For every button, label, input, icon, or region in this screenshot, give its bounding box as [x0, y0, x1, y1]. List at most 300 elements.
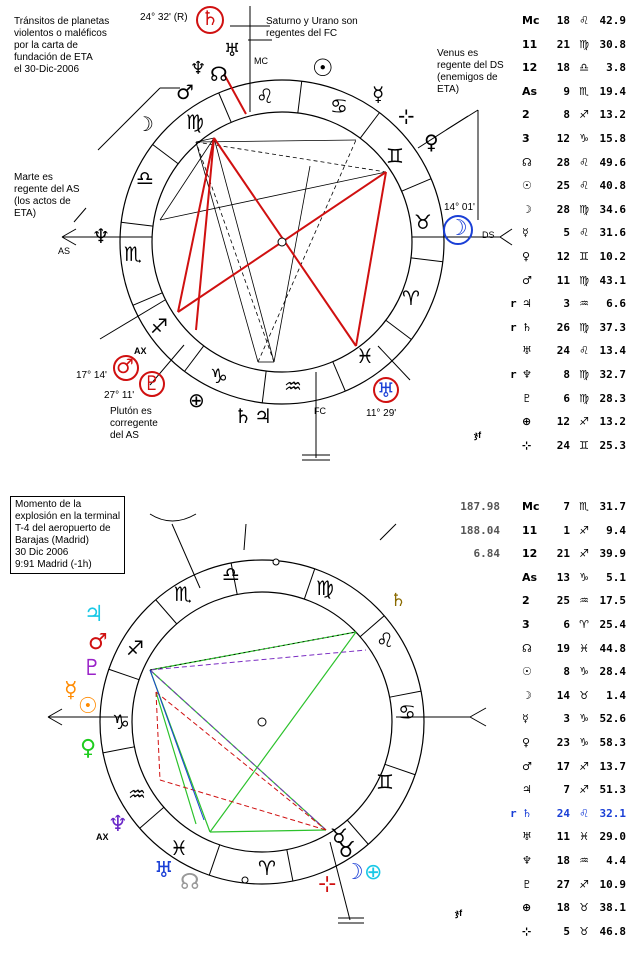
jupiter-icon: ♃	[84, 602, 104, 627]
position-sign: ♑	[579, 712, 589, 726]
position-min: 4.4	[606, 854, 626, 867]
position-sign: ♉	[579, 901, 589, 915]
position-deg: 5	[563, 924, 570, 938]
sign-divider	[185, 346, 204, 372]
mars-degree-label: 17° 14'	[76, 370, 107, 381]
position-row	[460, 523, 638, 538]
position-deg: 5	[563, 226, 570, 240]
position-deg: 18	[556, 61, 570, 75]
pluto-note: Plutón es corregente del AS	[110, 406, 158, 441]
position-min: 1.4	[606, 688, 626, 702]
venus-icon: ♀	[424, 130, 439, 154]
position-min: 3.8	[606, 61, 626, 75]
position-sign: ♎	[579, 61, 589, 75]
saturn-icon: ♄	[201, 6, 219, 30]
position-sign: ♐	[579, 108, 589, 122]
position-row	[510, 760, 638, 774]
position-min: 46.8	[599, 924, 626, 938]
pluto-icon: ♇	[143, 371, 161, 395]
position-sym: 12	[522, 547, 538, 561]
position-sym: Mc	[522, 500, 540, 513]
moon-degree-label: 14° 01'	[444, 202, 475, 213]
sign-divider	[121, 222, 153, 226]
scorpio-sign-icon: ♏	[124, 242, 142, 266]
position-flag: r	[510, 806, 517, 820]
position-sym: ♅	[522, 344, 532, 358]
sagittarius-sign-icon: ♐	[126, 636, 144, 660]
position-deg: 3	[563, 712, 570, 726]
bottom-title-note: Momento de la explosión en la terminal T-4 del aeropuerto de Barajas (Madrid) 30 Dic 2006 9:91 Madrid (-1h)	[10, 496, 125, 574]
position-sym: 12	[522, 61, 538, 75]
pisces-sign-icon: ♓	[356, 344, 374, 368]
saturn-icon: ♄	[234, 404, 252, 428]
sign-divider	[287, 850, 293, 881]
gemini-sign-icon: ♊	[386, 144, 404, 168]
position-min: 44.8	[599, 641, 626, 655]
as-label: AS	[58, 246, 71, 256]
capricorn-sign-icon: ♑	[112, 710, 130, 734]
sign-divider	[360, 113, 379, 139]
position-deg: 18	[556, 854, 570, 867]
position-sym: ⊹	[522, 438, 532, 452]
position-row	[510, 250, 638, 264]
saturn-icon: ♄	[390, 590, 407, 611]
earth-icon: ⊕	[364, 860, 383, 885]
position-flag: r	[510, 320, 517, 334]
position-row	[510, 618, 638, 632]
position-min: 13.7	[599, 759, 626, 773]
position-row	[510, 689, 638, 703]
aspect-lines-blue	[150, 670, 204, 820]
position-deg: 23	[556, 736, 570, 749]
position-deg: 17	[556, 759, 570, 773]
position-row	[510, 321, 638, 335]
position-min: 13.2	[599, 415, 626, 429]
position-deg: 24	[556, 806, 570, 820]
position-deg: 11	[556, 830, 570, 844]
position-sym: ⊹	[522, 924, 532, 938]
position-sign: ♏	[579, 84, 589, 98]
position-min: 29.0	[599, 830, 626, 844]
position-sym: ♂	[522, 759, 532, 773]
sign-divider	[390, 691, 421, 697]
sign-divider	[262, 371, 266, 403]
marker-dot	[242, 877, 248, 883]
position-sign: ♌	[579, 344, 589, 358]
leo-sign-icon: ♌	[376, 628, 394, 652]
position-sign: ♐	[579, 415, 589, 429]
position-min: 38.1	[599, 901, 626, 915]
position-min: 15.8	[599, 132, 626, 145]
leo-sign-icon: ♌	[256, 84, 274, 108]
sign-divider	[140, 807, 164, 828]
position-row	[510, 179, 638, 193]
uranus-icon: ♅	[377, 378, 395, 402]
uranus-icon: ♅	[154, 858, 174, 883]
taurus-sign-icon: ♉	[330, 824, 348, 848]
position-sym: ♃	[522, 783, 532, 797]
position-row	[473, 547, 638, 561]
position-sym: ♅	[522, 830, 532, 844]
signature-mark: ჯf	[474, 430, 482, 440]
position-sym: ♇	[522, 391, 532, 405]
position-sym: ☊	[522, 155, 532, 169]
position-sym: ☉	[522, 179, 532, 193]
position-sign: ♑	[579, 570, 589, 584]
node-icon: ☊	[210, 62, 228, 86]
position-row	[510, 226, 638, 240]
sign-divider	[109, 669, 139, 679]
position-sign: ♓	[579, 830, 589, 844]
position-deg: 6	[563, 391, 570, 405]
position-flag: r	[510, 297, 517, 311]
sign-divider	[153, 145, 179, 164]
position-deg: 11	[556, 273, 570, 287]
position-deg: 14	[556, 688, 570, 702]
position-sign: ♌	[579, 155, 589, 169]
position-sym: As	[522, 84, 538, 98]
ax-label: AX	[134, 346, 147, 356]
position-sym: 3	[522, 132, 530, 145]
taurus-sign-icon: ♉	[336, 838, 356, 863]
aspect-lines-red	[156, 692, 326, 830]
calculation-number: 187.98	[460, 500, 500, 513]
position-row	[510, 274, 638, 288]
capricorn-sign-icon: ♑	[210, 364, 228, 388]
position-row	[510, 156, 638, 170]
position-sign: ♐	[579, 547, 589, 561]
position-row	[510, 830, 638, 844]
position-min: 51.3	[599, 783, 626, 797]
position-sign: ♐	[579, 759, 589, 773]
position-sym: ♀	[522, 250, 531, 263]
position-sign: ♑	[579, 665, 589, 679]
moon-icon: ☽	[448, 216, 468, 241]
position-row	[510, 203, 638, 217]
position-sym: 11	[522, 523, 538, 537]
position-row	[510, 736, 638, 750]
position-min: 25.3	[599, 438, 626, 452]
position-sign: ♑	[579, 736, 589, 749]
position-sym: ♃	[522, 297, 532, 311]
position-sign: ♌	[579, 179, 589, 193]
position-row	[510, 415, 638, 429]
position-row	[510, 571, 638, 585]
position-min: 31.6	[599, 226, 626, 240]
signature-mark: ჯf	[455, 908, 463, 918]
position-row	[510, 38, 638, 52]
annotation-arrows	[74, 40, 478, 222]
gemini-sign-icon: ♊	[376, 770, 394, 794]
position-min: 39.9	[599, 547, 626, 561]
sign-divider	[209, 845, 219, 875]
position-row	[510, 14, 638, 28]
position-sign: ♌	[579, 14, 589, 27]
position-flag: r	[510, 368, 517, 381]
position-sign: ♒	[579, 854, 589, 867]
mars-note: Marte es regente del AS (los actos de ETA)	[14, 172, 80, 219]
saturn-degree-label: 24° 32' (R)	[140, 12, 188, 23]
position-sign: ♐	[579, 783, 589, 797]
virgo-sign-icon: ♍	[186, 110, 204, 134]
position-sign: ♒	[579, 297, 589, 311]
sign-divider	[411, 258, 443, 262]
position-sym: ♆	[522, 368, 532, 381]
saturn-uranus-note: Saturno y Urano son regentes del FC	[266, 16, 358, 39]
position-sym: ⊕	[522, 415, 532, 429]
position-min: 42.9	[599, 14, 626, 27]
aquarius-sign-icon: ♒	[284, 374, 302, 398]
position-row	[510, 925, 638, 939]
position-sym: ☿	[522, 712, 529, 726]
position-row	[510, 854, 638, 868]
position-sign: ♍	[579, 391, 589, 405]
position-min: 43.1	[599, 273, 626, 287]
position-min: 5.1	[606, 570, 626, 584]
position-deg: 24	[556, 438, 570, 452]
position-sym: 11	[522, 37, 538, 51]
mercury-icon: ☿	[372, 82, 385, 106]
position-row	[510, 878, 638, 892]
venus-note: Venus es regente del DS (enemigos de ETA)	[437, 48, 504, 95]
top-title-note: Tránsitos de planetas violentos o maléficos por la carta de fundación de ETA el 30-Dic-2006	[14, 16, 110, 75]
position-min: 37.3	[599, 320, 626, 334]
position-row	[510, 108, 638, 122]
position-min: 32.1	[599, 806, 626, 820]
position-row	[510, 85, 638, 99]
aspect-lines-purple	[150, 650, 366, 830]
position-sign: ♍	[579, 368, 589, 381]
position-row	[510, 642, 638, 656]
position-row	[510, 368, 638, 382]
part-of-fortune-icon: ⊹	[398, 104, 415, 128]
position-deg: 1	[563, 523, 570, 537]
libra-sign-icon: ♎	[222, 562, 240, 586]
position-min: 10.2	[599, 250, 626, 263]
taurus-sign-icon: ♉	[414, 210, 432, 234]
position-min: 19.4	[599, 84, 626, 98]
sun-icon: ☉	[78, 694, 98, 719]
center-point	[258, 718, 266, 726]
position-min: 32.7	[599, 368, 626, 381]
position-sym: As	[522, 570, 538, 584]
mars-icon: ♂	[176, 80, 194, 104]
position-min: 52.6	[599, 712, 626, 726]
position-min: 30.8	[599, 37, 626, 51]
calculation-number: 6.84	[473, 547, 500, 561]
position-min: 34.6	[599, 202, 626, 216]
neptune-icon: ♆	[108, 812, 128, 837]
mars-icon: ♂	[88, 630, 108, 655]
sign-divider	[333, 362, 346, 391]
position-row	[510, 297, 638, 311]
position-sym: ♄	[522, 806, 532, 820]
position-min: 58.3	[599, 736, 626, 749]
position-min: 31.7	[599, 500, 626, 513]
position-deg: 28	[556, 202, 570, 216]
position-row	[510, 61, 638, 75]
position-deg: 7	[563, 500, 570, 513]
position-sym: ☽	[522, 202, 532, 216]
sagittarius-sign-icon: ♐	[150, 314, 168, 338]
position-sign: ♊	[579, 438, 589, 452]
position-sym: ☉	[522, 665, 532, 679]
position-sym: ♂	[522, 273, 532, 287]
position-deg: 3	[563, 297, 570, 311]
virgo-sign-icon: ♍	[316, 576, 334, 600]
cancer-sign-icon: ♋	[398, 700, 416, 724]
center-point	[278, 238, 286, 246]
position-deg: 18	[556, 901, 570, 915]
position-sym: Mc	[522, 14, 540, 27]
position-sign: ♉	[579, 688, 589, 702]
position-deg: 21	[556, 37, 570, 51]
position-row	[460, 500, 638, 514]
pluto-degree-label: 27° 11'	[104, 390, 135, 401]
position-sym: 2	[522, 594, 530, 608]
uranus-degree-label: 11° 29'	[366, 408, 397, 419]
aspect-lines-green	[150, 632, 356, 832]
sun-icon: ☉	[312, 54, 334, 82]
position-sym: ♄	[522, 320, 532, 334]
sign-divider	[402, 179, 431, 192]
position-deg: 8	[563, 108, 570, 122]
calculation-number: 188.04	[460, 523, 500, 537]
position-sym: ☊	[522, 641, 532, 655]
position-deg: 24	[556, 344, 570, 358]
position-sym: 3	[522, 618, 530, 631]
position-sym: ☿	[522, 226, 529, 240]
position-row	[510, 807, 638, 821]
scorpio-sign-icon: ♏	[174, 582, 192, 606]
position-sym: ♆	[522, 854, 532, 867]
bottom-positions-table	[460, 500, 638, 960]
top-positions-table	[510, 14, 638, 464]
position-row	[510, 901, 638, 915]
position-deg: 28	[556, 155, 570, 169]
position-sym: ♇	[522, 877, 532, 891]
sign-divider	[133, 293, 162, 306]
venus-icon: ♀	[80, 736, 97, 761]
position-min: 25.4	[599, 618, 626, 631]
position-deg: 25	[556, 594, 570, 608]
moon-icon: ☽	[344, 860, 364, 885]
cancer-sign-icon: ♋	[330, 94, 348, 118]
node-icon: ☊	[180, 870, 200, 895]
position-deg: 12	[556, 250, 570, 263]
position-min: 17.5	[599, 594, 626, 608]
position-deg: 9	[563, 84, 570, 98]
position-min: 13.4	[599, 344, 626, 358]
fc-label: FC	[314, 406, 326, 416]
ax-label: AX	[96, 832, 109, 842]
position-sign: ♍	[579, 320, 589, 334]
aries-sign-icon: ♈	[402, 286, 420, 310]
position-deg: 25	[556, 179, 570, 193]
position-deg: 8	[563, 665, 570, 679]
position-row	[510, 712, 638, 726]
earth-icon: ⊕	[188, 388, 205, 412]
position-sign: ♒	[579, 594, 589, 608]
position-sym: ⊕	[522, 901, 532, 915]
position-min: 13.2	[599, 108, 626, 122]
position-sign: ♐	[579, 877, 589, 891]
position-min: 40.8	[599, 179, 626, 193]
pluto-icon: ♇	[82, 656, 102, 681]
marker-dot	[273, 559, 279, 565]
position-deg: 12	[556, 415, 570, 429]
position-deg: 12	[556, 132, 570, 145]
uranus-icon: ♅	[224, 40, 241, 61]
aspect-lines-red	[178, 74, 386, 346]
position-sign: ♉	[579, 924, 589, 938]
position-deg: 8	[563, 368, 570, 381]
position-min: 28.3	[599, 391, 626, 405]
position-row	[510, 344, 638, 358]
position-deg: 27	[556, 877, 570, 891]
position-sign: ♈	[579, 618, 589, 631]
part-of-fortune-icon: ⊹	[318, 872, 337, 897]
position-deg: 21	[556, 547, 570, 561]
sign-divider	[298, 81, 302, 113]
pisces-sign-icon: ♓	[170, 836, 188, 860]
position-deg: 26	[556, 320, 570, 334]
top-chart-panel	[0, 0, 640, 475]
aquarius-sign-icon: ♒	[128, 782, 146, 806]
position-deg: 7	[563, 783, 570, 797]
position-min: 28.4	[599, 665, 626, 679]
position-sign: ♌	[579, 806, 589, 820]
position-deg: 19	[556, 641, 570, 655]
position-min: 6.6	[606, 297, 626, 311]
position-sign: ♍	[579, 202, 589, 216]
ds-label: DS	[482, 230, 495, 240]
position-row	[510, 783, 638, 797]
position-sign: ♑	[579, 132, 589, 145]
position-row	[510, 594, 638, 608]
mercury-icon: ☿	[64, 678, 78, 703]
position-row	[510, 392, 638, 406]
position-row	[510, 665, 638, 679]
neptune-icon: ♆	[92, 224, 110, 248]
position-sign: ♍	[579, 37, 589, 51]
moon-icon: ☽	[136, 112, 154, 136]
position-sign: ♍	[579, 273, 589, 287]
position-sign: ♏	[579, 500, 589, 513]
position-sym: 2	[522, 108, 530, 122]
sign-divider	[386, 320, 412, 339]
sign-divider	[219, 93, 232, 122]
position-row	[510, 132, 638, 146]
position-sym: ♀	[522, 736, 531, 749]
position-deg: 13	[556, 570, 570, 584]
position-min: 10.9	[599, 877, 626, 891]
position-deg: 6	[563, 618, 570, 631]
position-sign: ♐	[579, 523, 589, 537]
aries-sign-icon: ♈	[258, 856, 276, 880]
position-sign: ♌	[579, 226, 589, 240]
position-sign: ♓	[579, 641, 589, 655]
sign-divider	[103, 747, 134, 753]
position-sym: ☽	[522, 688, 532, 702]
libra-sign-icon: ♎	[136, 166, 154, 190]
jupiter-icon: ♃	[254, 404, 272, 428]
mc-label: MC	[254, 56, 268, 66]
position-min: 49.6	[599, 155, 626, 169]
position-deg: 18	[556, 14, 570, 27]
mars-icon: ♂	[116, 354, 134, 378]
bottom-chart-panel	[0, 480, 640, 960]
